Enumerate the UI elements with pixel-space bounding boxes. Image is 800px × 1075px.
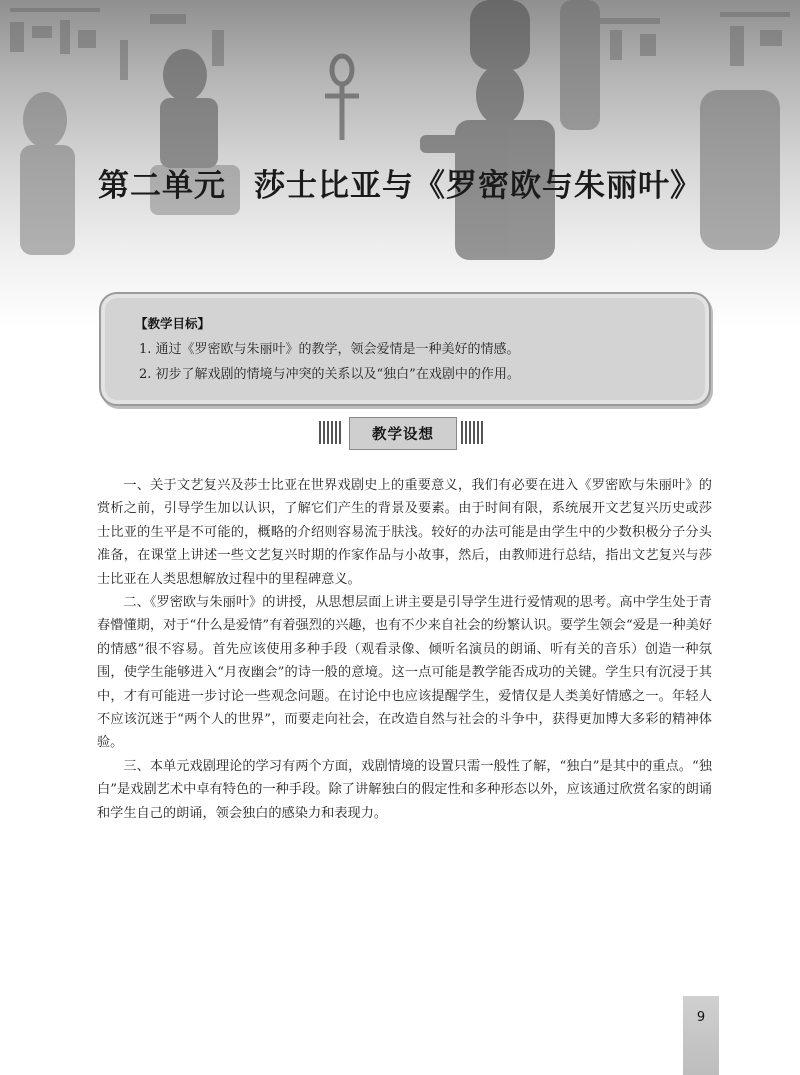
section-banner	[319, 417, 485, 448]
teaching-objectives-box	[99, 292, 711, 406]
banner-left-stripes	[319, 421, 343, 444]
paragraph: 二、《罗密欧与朱丽叶》的讲授，从思想层面上讲主要是引导学生进行爱情观的思考。高中学生处于青春懵懂期，对于“什么是爱情”有着强烈的兴趣，也有不少来自社会的纷繁认识。要学生领会“爱是一种美好的情感”很不容易。首先应该使用多种手段（观看录像、倾听名演员的朗诵、听有关的音乐）创造一种氛围，使学生能够进入“月夜幽会”的诗一般的意境。这一点可能是教学能否成功的关键。学生只有沉浸于其中，才有可能进一步讨论一些观念问题。在讨论中也应该提醒学生，爱情仅是人类美好情感之一。年轻人不应该沉迷于“两个人的世界”，而要走向社会，在改造自然与社会的斗争中，获得更加博大多彩的精神体验。	[97, 595, 712, 751]
page-number: 9	[696, 1010, 706, 1025]
objectives-heading: 【教学目标】	[135, 316, 211, 331]
objective-item: 2. 初步了解戏剧的情境与冲突的关系以及“独白”在戏剧中的作用。	[139, 367, 520, 382]
section-title: 教学设想	[349, 417, 457, 450]
objective-item: 1. 通过《罗密欧与朱丽叶》的教学，领会爱情是一种美好的情感。	[139, 342, 520, 357]
paragraph: 三、本单元戏剧理论的学习有两个方面，戏剧情境的设置只需一般性了解，“独白”是其中的重点。“独白”是戏剧艺术中卓有特色的一种手段。除了讲解独白的假定性和多种形态以外，应该通过欣赏名家的朗诵和学生自己的朗诵，领会独白的感染力和表现力。	[97, 758, 712, 821]
unit-number: 第二单元	[98, 168, 226, 204]
paragraph: 一、关于文艺复兴及莎士比亚在世界戏剧史上的重要意义，我们有必要在进入《罗密欧与朱丽叶》的赏析之前，引导学生加以认识，了解它们产生的背景及要素。由于时间有限，系统展开文艺复兴历史或莎士比亚的生平是不可能的，概略的介绍则容易流于肤浅。较好的办法可能是由学生中的少数积极分子分头准备，在课堂上讲述一些文艺复兴时期的作家作品与小故事，然后，由教师进行总结，指出文艺复兴与莎士比亚在人类思想解放过程中的里程碑意义。	[97, 478, 712, 587]
banner-right-stripes	[461, 421, 485, 444]
unit-subject: 莎士比亚与《罗密欧与朱丽叶》	[254, 168, 702, 204]
page-number-tab	[683, 996, 719, 1075]
unit-title	[0, 160, 800, 205]
teaching-plan-text	[97, 474, 712, 825]
